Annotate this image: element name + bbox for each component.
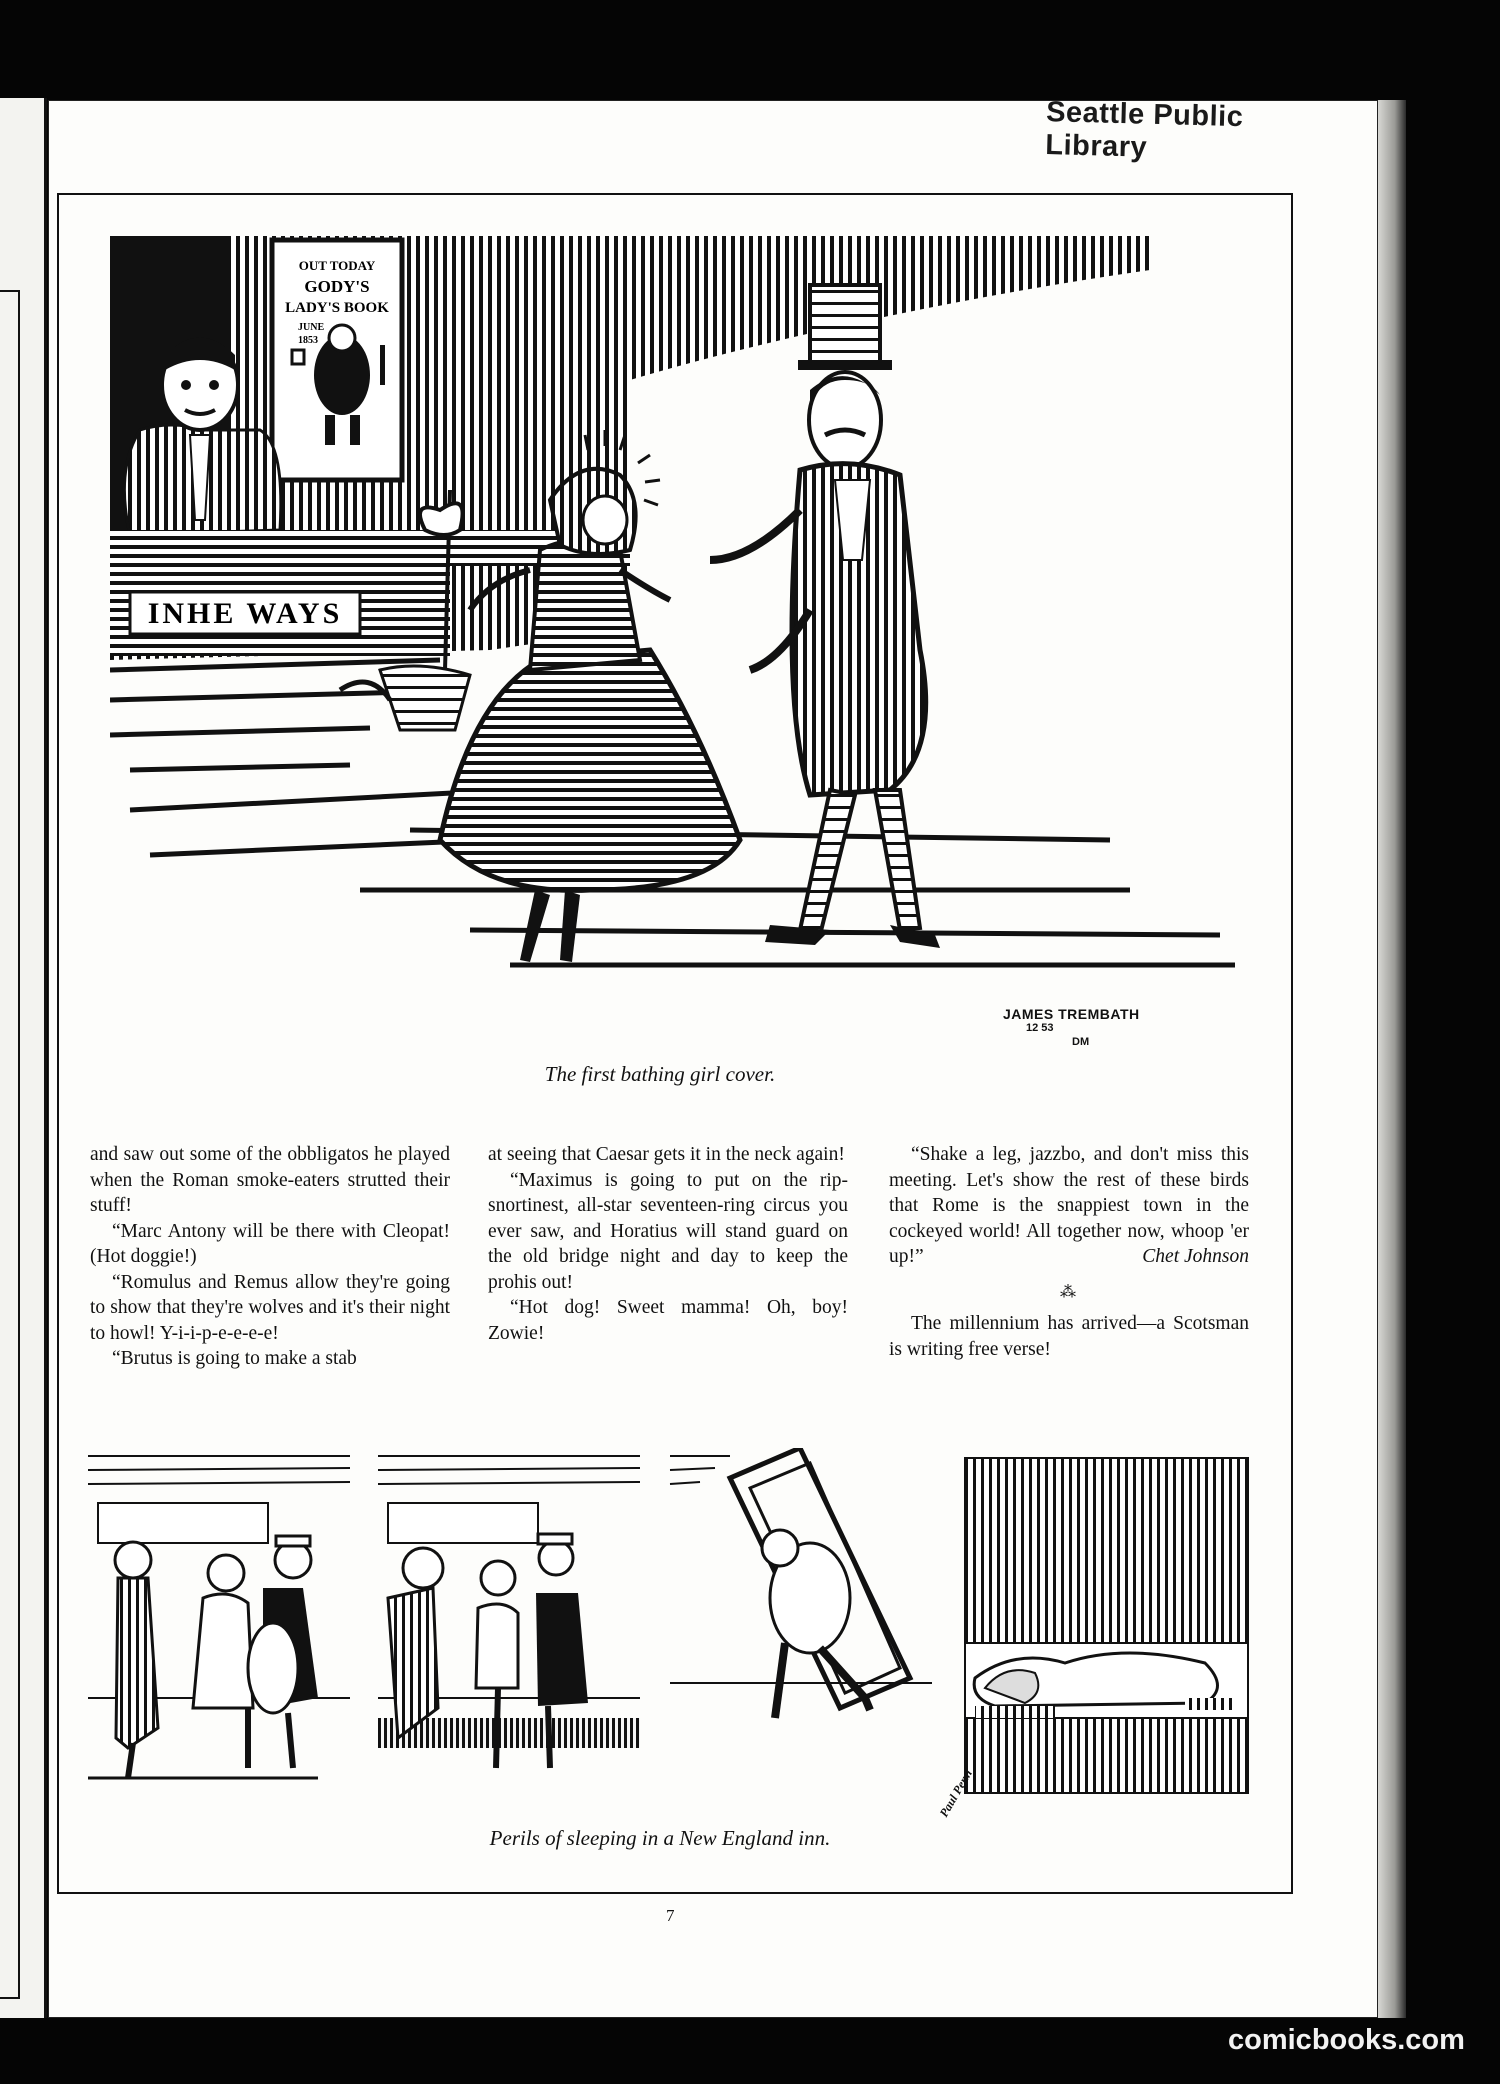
col1-paragraph: and saw out some of the obbligatos he played when the Roman smoke-eaters strutted their stuff! (90, 1144, 450, 1216)
col2-paragraph: “Maximus is going to put on the rip-snortinest, all-star seventeen-ring circus you ever saw, and Horatius will stand guard on the old bridge night and day to keep the prohis out! (488, 1169, 848, 1293)
comic-panel-4 (965, 1458, 1248, 1793)
artist-credit-sub: 12 53 (1026, 1022, 1054, 1034)
col1-paragraph: “Brutus is going to make a stab (112, 1348, 357, 1369)
col3-joke: The millennium has arrived—a Scotsman is writing free verse! (889, 1313, 1249, 1360)
comic-strip (88, 1448, 1253, 1803)
col3-signature: Chet Johnson (1142, 1246, 1249, 1267)
poster-line-1: OUT TODAY (298, 258, 376, 273)
site-watermark: comicbooks.com (1228, 2024, 1465, 2056)
col2-paragraph: “Hot dog! Sweet mamma! Oh, boy! Zowie! (488, 1297, 848, 1344)
article-column-2 (488, 1142, 848, 1346)
col1-paragraph: “Marc Antony will be there with Cleopat! (Hot doggie!) (90, 1220, 450, 1267)
comic-panel-2 (378, 1456, 640, 1768)
facing-page-edge (0, 98, 47, 2018)
col3-quote: “Shake a leg, jazzbo, and don't miss this meeting. Let's show the rest of these birds that Rome is the snappiest town in the cockeyed world! All together now, whoop 'er up!” (889, 1144, 1249, 1267)
poster (272, 240, 402, 480)
page-edge-shadow (1378, 100, 1406, 2018)
page-number: 7 (666, 1906, 675, 1925)
library-stamp: Seattle Public Library (1044, 96, 1244, 164)
top-illustration (110, 230, 1235, 1020)
article-column-1 (90, 1142, 450, 1372)
col2-paragraph: at seeing that Caesar gets it in the neck again! (488, 1144, 845, 1165)
poster-line-5: 1853 (298, 335, 318, 346)
artist-credit-initials: DM (1072, 1036, 1090, 1048)
poster-line-2: GODY'S (304, 277, 370, 296)
man-figure (710, 285, 940, 948)
storefront-sign: INHE WAYS (147, 597, 343, 630)
comic-panel-1 (88, 1456, 350, 1778)
poster-line-3: LADY'S BOOK (285, 300, 389, 316)
artist-credit: JAMES TREMBATH (1003, 1006, 1140, 1022)
top-illustration-caption: The first bathing girl cover. (544, 1062, 776, 1086)
comic-strip-caption: Perils of sleeping in a New England inn. (489, 1826, 831, 1850)
col1-paragraph: “Romulus and Remus allow they're going to show that they're wolves and it's their night to howl! Y-i-i-p-e-e-e-e! (90, 1271, 450, 1344)
section-divider: ⁂ (1060, 1283, 1078, 1301)
poster-line-4: JUNE (298, 322, 325, 333)
comic-panel-3 (670, 1448, 932, 1718)
article-column-3 (889, 1142, 1249, 1362)
strip-signature: Paul Penn (936, 1767, 975, 1820)
